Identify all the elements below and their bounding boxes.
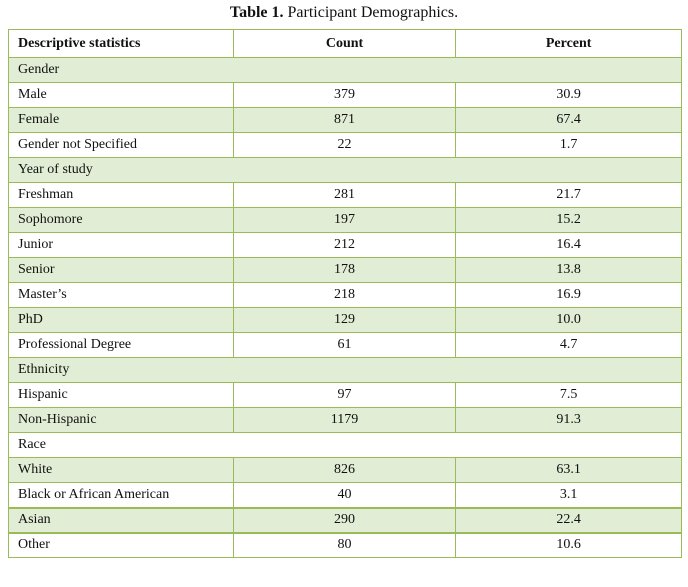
count-cell: 197 — [233, 208, 456, 233]
percent-cell: 15.2 — [456, 208, 682, 233]
table-header — [9, 30, 682, 58]
percent-cell: 10.0 — [456, 308, 682, 333]
row-label-cell: Hispanic — [9, 383, 234, 408]
count-cell: 61 — [233, 333, 456, 358]
row-label-cell: Female — [9, 108, 234, 133]
row-label-cell: Asian — [9, 508, 234, 533]
row-label-cell: Male — [9, 83, 234, 108]
table-row — [9, 83, 682, 108]
count-cell: 871 — [233, 108, 456, 133]
row-label-cell: White — [9, 458, 234, 483]
percent-cell: 21.7 — [456, 183, 682, 208]
percent-cell: 30.9 — [456, 83, 682, 108]
caption-title: Participant Demographics. — [287, 4, 459, 21]
row-label-cell: Junior — [9, 233, 234, 258]
table-row — [9, 333, 682, 358]
count-cell: 129 — [233, 308, 456, 333]
header-percent: Percent — [456, 30, 682, 58]
table-row — [9, 283, 682, 308]
table-caption — [0, 4, 688, 22]
percent-cell: 4.7 — [456, 333, 682, 358]
table-row — [9, 533, 682, 558]
count-cell: 212 — [233, 233, 456, 258]
row-label-cell: Non-Hispanic — [9, 408, 234, 433]
percent-cell: 13.8 — [456, 258, 682, 283]
table-row — [9, 458, 682, 483]
table-row — [9, 483, 682, 508]
row-label-cell: PhD — [9, 308, 234, 333]
percent-cell: 1.7 — [456, 133, 682, 158]
count-cell: 1179 — [233, 408, 456, 433]
percent-cell: 63.1 — [456, 458, 682, 483]
percent-cell: 10.6 — [456, 533, 682, 558]
percent-cell: 3.1 — [456, 483, 682, 508]
section-label: Gender — [9, 58, 682, 83]
count-cell: 218 — [233, 283, 456, 308]
section-row — [9, 358, 682, 383]
caption-label: Table 1. — [229, 4, 284, 21]
section-row — [9, 158, 682, 183]
row-label-cell: Gender not Specified — [9, 133, 234, 158]
section-label: Year of study — [9, 158, 682, 183]
table-row — [9, 233, 682, 258]
row-label-cell: Black or African American — [9, 483, 234, 508]
header-descriptive-statistics: Descriptive statistics — [9, 30, 234, 58]
row-label-cell: Freshman — [9, 183, 234, 208]
count-cell: 826 — [233, 458, 456, 483]
header-row — [9, 30, 682, 58]
table-row — [9, 308, 682, 333]
count-cell: 22 — [233, 133, 456, 158]
count-cell: 40 — [233, 483, 456, 508]
table-row — [9, 508, 682, 533]
row-label-cell: Sophomore — [9, 208, 234, 233]
table-row — [9, 383, 682, 408]
count-cell: 290 — [233, 508, 456, 533]
table-row — [9, 108, 682, 133]
header-count: Count — [233, 30, 456, 58]
count-cell: 97 — [233, 383, 456, 408]
percent-cell: 16.4 — [456, 233, 682, 258]
section-label: Race — [9, 433, 682, 458]
section-row — [9, 433, 682, 458]
row-label-cell: Master’s — [9, 283, 234, 308]
count-cell: 80 — [233, 533, 456, 558]
percent-cell: 16.9 — [456, 283, 682, 308]
table-row — [9, 408, 682, 433]
percent-cell: 91.3 — [456, 408, 682, 433]
demographics-table — [8, 29, 682, 558]
count-cell: 281 — [233, 183, 456, 208]
table-row — [9, 258, 682, 283]
percent-cell: 67.4 — [456, 108, 682, 133]
table-row — [9, 133, 682, 158]
count-cell: 178 — [233, 258, 456, 283]
section-label: Ethnicity — [9, 358, 682, 383]
row-label-cell: Professional Degree — [9, 333, 234, 358]
count-cell: 379 — [233, 83, 456, 108]
percent-cell: 7.5 — [456, 383, 682, 408]
table-row — [9, 208, 682, 233]
row-label-cell: Other — [9, 533, 234, 558]
section-row — [9, 58, 682, 83]
row-label-cell: Senior — [9, 258, 234, 283]
table-body — [9, 58, 682, 558]
percent-cell: 22.4 — [456, 508, 682, 533]
table-row — [9, 183, 682, 208]
